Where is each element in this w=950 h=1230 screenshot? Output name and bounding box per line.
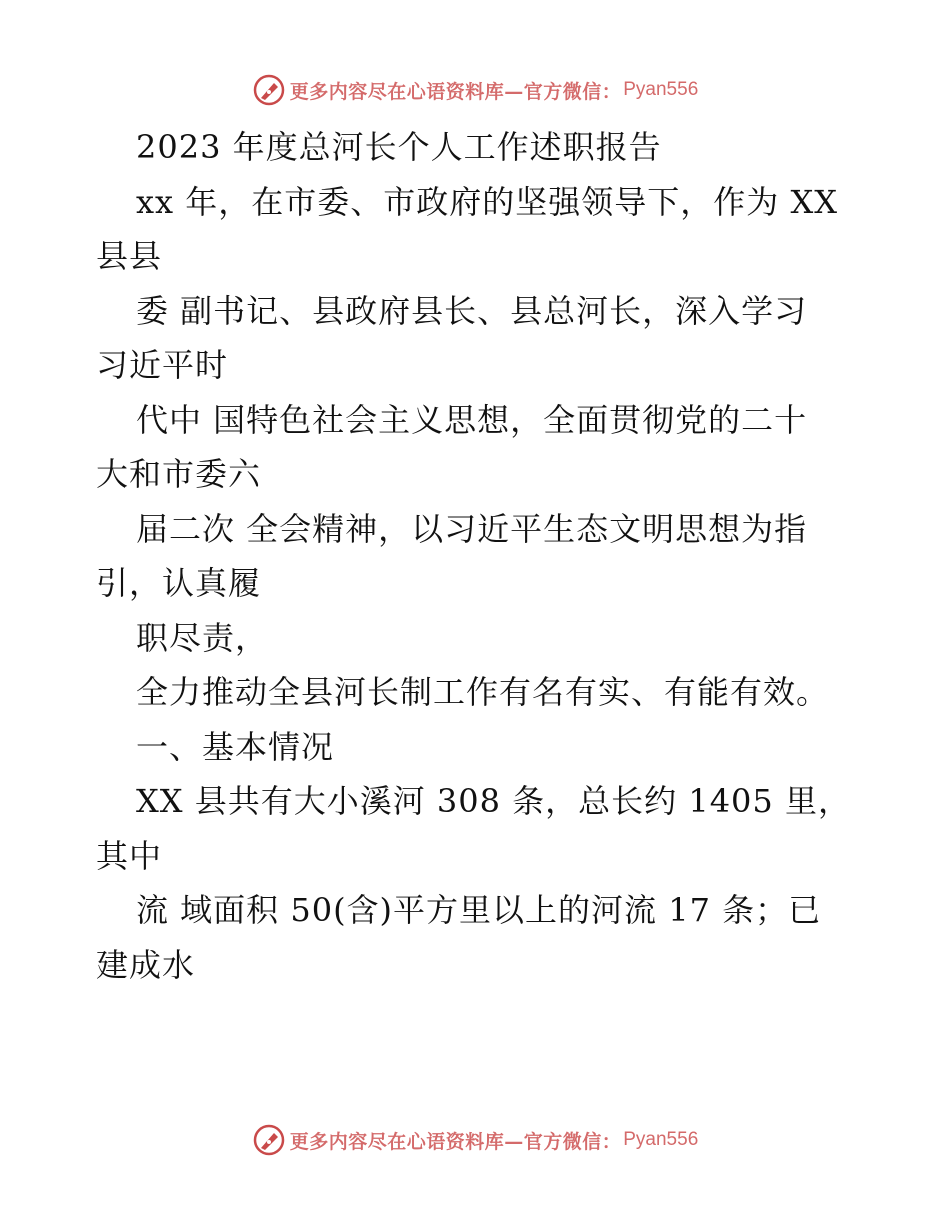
paragraph-line: 县县 bbox=[96, 237, 163, 275]
paragraph-line: 届二次 全会精神，以习近平生态文明思想为指 bbox=[136, 509, 808, 548]
document-body bbox=[96, 120, 866, 992]
paragraph-line: XX 县共有大小溪河 308 条，总长约 1405 里， bbox=[136, 782, 851, 820]
paragraph-line: 大和市委六 bbox=[96, 455, 262, 493]
paragraph-line: 建成水 bbox=[96, 945, 196, 984]
paragraph-line: 代中 国特色社会主义思想，全面贯彻党的二十 bbox=[136, 400, 808, 439]
watermark-text: 更多内容尽在心语资料库—官方微信： bbox=[289, 80, 622, 103]
paragraph-line: 全力推动全县河长制工作有名有实、有能有效。 bbox=[136, 673, 830, 711]
paragraph-line: 其中 bbox=[96, 836, 163, 875]
paragraph-line: 流 域面积 50(含)平方里以上的河流 17 条；已 bbox=[136, 891, 822, 929]
paragraph-line: 委 副书记、县政府县长、县总河长，深入学习 bbox=[136, 291, 808, 330]
section-heading: 一、基本情况 bbox=[136, 727, 335, 766]
watermark-text: 更多内容尽在心语资料库—官方微信： bbox=[289, 1130, 622, 1153]
header-watermark bbox=[0, 70, 950, 110]
pen-nib-logo-icon bbox=[252, 73, 286, 107]
pen-nib-logo-icon bbox=[252, 1123, 286, 1157]
watermark-handle: Pyan556 bbox=[623, 1129, 699, 1150]
document-title: 2023 年度总河长个人工作述职报告 bbox=[136, 128, 662, 166]
watermark-handle: Pyan556 bbox=[623, 79, 699, 100]
footer-watermark bbox=[0, 1120, 950, 1160]
paragraph-line: 职尽责， bbox=[136, 618, 269, 657]
paragraph-line: 引，认真履 bbox=[96, 564, 262, 602]
paragraph-line: xx 年，在市委、市政府的坚强领导下，作为 XX bbox=[136, 182, 839, 221]
paragraph-line: 习近平时 bbox=[96, 346, 229, 384]
